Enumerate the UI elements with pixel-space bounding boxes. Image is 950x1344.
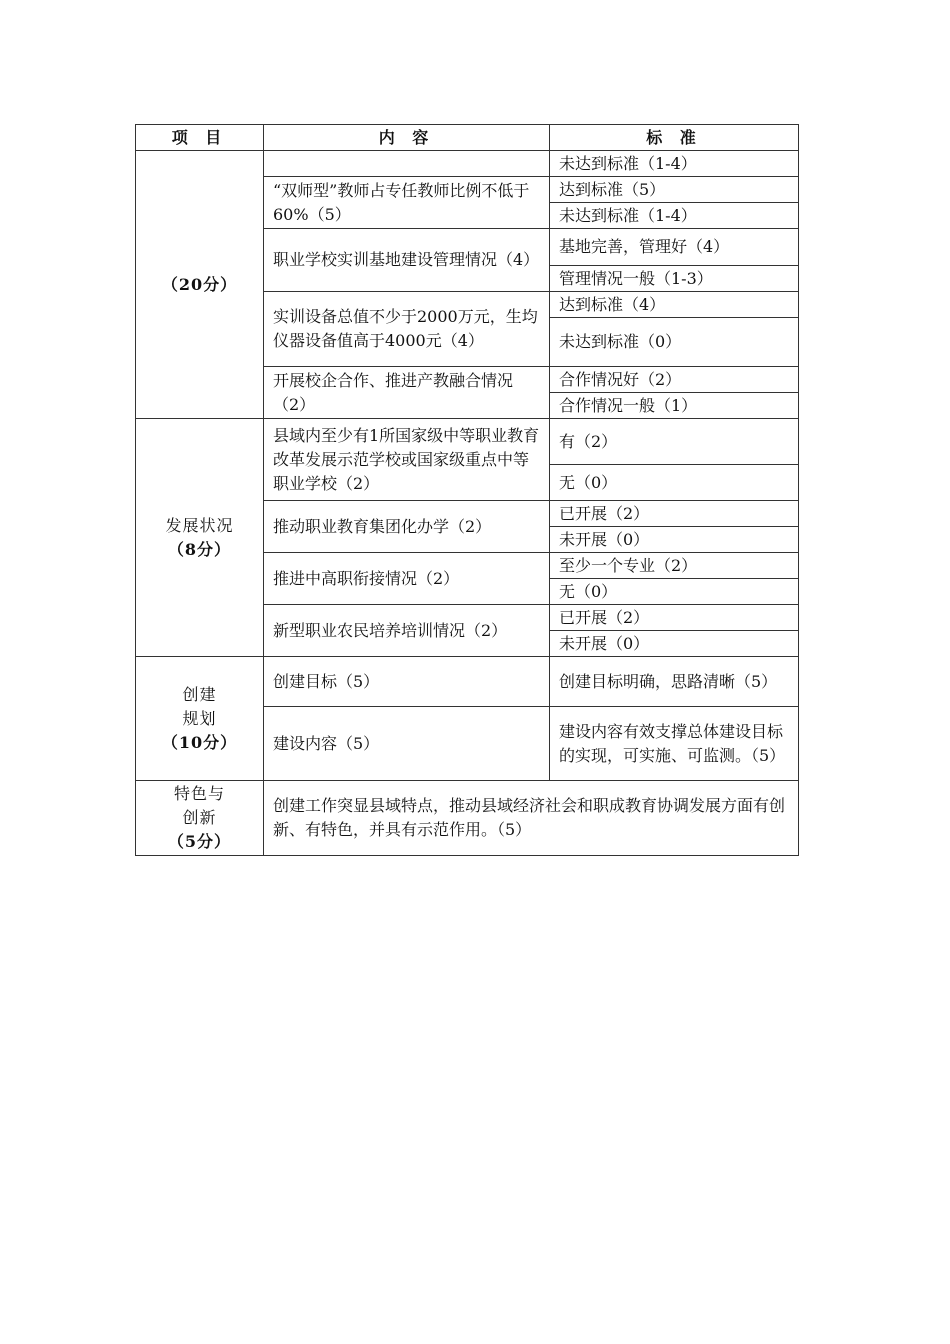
standard-cell: 无（0） — [550, 579, 799, 605]
item-cell-group3 — [136, 657, 264, 781]
content-cell: “双师型”教师占专任教师比例不低于60%（5） — [264, 177, 550, 229]
content-cell: 创建目标（5） — [264, 657, 550, 707]
standard-cell: 有（2） — [550, 419, 799, 465]
standard-cell: 合作情况好（2） — [550, 367, 799, 393]
item-cell-group4 — [136, 781, 264, 856]
table-row — [136, 781, 799, 856]
item-score: （5分） — [167, 832, 232, 851]
content-cell: 建设内容（5） — [264, 707, 550, 781]
item-label: 创新 — [182, 808, 217, 827]
item-label: 特色与 — [173, 784, 225, 803]
standard-cell: 合作情况一般（1） — [550, 393, 799, 419]
merged-content-cell: 创建工作突显县域特点，推动县域经济社会和职成教育协调发展方面有创新、有特色，并具有示范作用。（5） — [264, 781, 799, 856]
content-cell: 职业学校实训基地建设管理情况（4） — [264, 229, 550, 292]
standard-cell: 建设内容有效支撑总体建设目标的实现，可实施、可监测。（5） — [550, 707, 799, 781]
standard-cell: 未达到标准（0） — [550, 318, 799, 367]
content-cell: 县域内至少有1所国家级中等职业教育改革发展示范学校或国家级重点中等职业学校（2） — [264, 419, 550, 501]
standard-cell: 管理情况一般（1-3） — [550, 266, 799, 292]
header-standard: 标 准 — [550, 125, 799, 151]
table-header-row — [136, 125, 799, 151]
standard-cell: 达到标准（5） — [550, 177, 799, 203]
content-cell: 实训设备总值不少于2000万元，生均仪器设备值高于4000元（4） — [264, 292, 550, 367]
standard-cell: 无（0） — [550, 465, 799, 501]
standard-cell: 基地完善，管理好（4） — [550, 229, 799, 266]
item-cell-group2 — [136, 419, 264, 657]
standard-cell: 已开展（2） — [550, 501, 799, 527]
content-cell: 新型职业农民培养培训情况（2） — [264, 605, 550, 657]
standard-cell: 已开展（2） — [550, 605, 799, 631]
item-label: 发展状况 — [165, 515, 234, 535]
standard-cell: 未达到标准（1-4） — [550, 151, 799, 177]
item-cell-group1 — [136, 151, 264, 419]
item-label: 创建 — [182, 684, 217, 704]
table-row — [136, 657, 799, 707]
content-cell: 推动职业教育集团化办学（2） — [264, 501, 550, 553]
standard-cell: 达到标准（4） — [550, 292, 799, 318]
standard-cell: 创建目标明确，思路清晰（5） — [550, 657, 799, 707]
item-label: 规划 — [182, 708, 217, 728]
evaluation-table — [135, 124, 799, 856]
standard-cell: 未达到标准（1-4） — [550, 203, 799, 229]
header-content: 内 容 — [264, 125, 550, 151]
standard-cell: 未开展（0） — [550, 527, 799, 553]
item-score: （8分） — [167, 539, 232, 559]
standard-cell: 未开展（0） — [550, 631, 799, 657]
table-row — [136, 419, 799, 465]
table-row — [136, 151, 799, 177]
item-score: （10分） — [161, 732, 238, 752]
content-cell: 推进中高职衔接情况（2） — [264, 553, 550, 605]
content-cell: 开展校企合作、推进产教融合情况（2） — [264, 367, 550, 419]
header-item: 项 目 — [136, 125, 264, 151]
standard-cell: 至少一个专业（2） — [550, 553, 799, 579]
content-cell — [264, 151, 550, 177]
item-score: （20分） — [161, 274, 238, 294]
